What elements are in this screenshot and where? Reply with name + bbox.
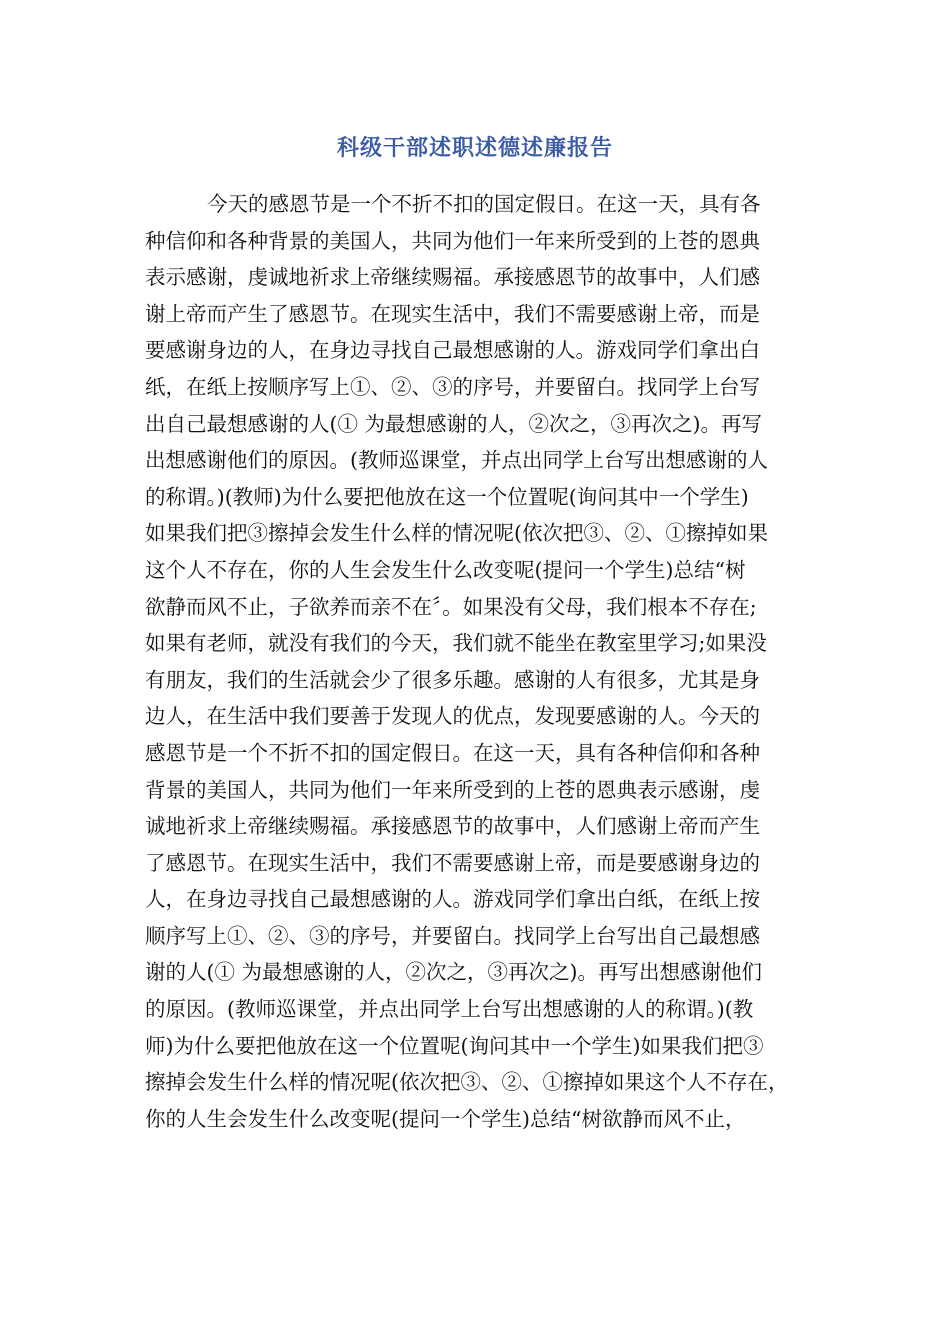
- body-line: 背景的美国人，共同为他们一年来所受到的上苍的恩典表示感谢，虔: [145, 777, 760, 802]
- body-line: 感恩节是一个不折不扣的国定假日。在这一天，具有各种信仰和各种: [145, 740, 760, 765]
- body-line: 擦掉会发生什么样的情况呢(依次把③、②、①擦掉如果这个人不存在，: [145, 1070, 789, 1095]
- body-line: 谢的人(① 为最想感谢的人，②次之，③再次之)。再写出想感谢他们: [145, 960, 763, 985]
- body-line: 欲静而风不止，子欲养而亲不在〞。如果没有父母，我们根本不存在;: [145, 594, 757, 619]
- body-line: 纸，在纸上按顺序写上①、②、③的序号，并要留白。找同学上台写: [145, 374, 760, 399]
- body-line: 顺序写上①、②、③的序号，并要留白。找同学上台写出自己最想感: [145, 923, 760, 948]
- body-line: 表示感谢，虔诚地祈求上帝继续赐福。承接感恩节的故事中，人们感: [145, 265, 760, 290]
- document-body: [145, 186, 813, 1137]
- body-line: 有朋友，我们的生活就会少了很多乐趣。感谢的人有很多，尤其是身: [145, 667, 760, 692]
- body-line: 出想感谢他们的原因。(教师巡课堂，并点出同学上台写出想感谢的人: [145, 448, 768, 473]
- body-line: 出自己最想感谢的人(① 为最想感谢的人，②次之，③再次之)。再写: [145, 411, 763, 436]
- body-line: 师)为什么要把他放在这一个位置呢(询问其中一个学生)如果我们把③: [145, 1033, 764, 1058]
- body-line: 了感恩节。在现实生活中，我们不需要感谢上帝，而是要感谢身边的: [145, 850, 760, 875]
- body-line: 如果有老师，就没有我们的今天，我们就不能坐在教室里学习;如果没: [145, 631, 767, 656]
- body-line: 今天的感恩节是一个不折不扣的国定假日。在这一天，具有各: [207, 192, 761, 216]
- body-line: 种信仰和各种背景的美国人，共同为他们一年来所受到的上苍的恩典: [145, 228, 760, 253]
- body-line: 的称谓。)(教师)为什么要把他放在这一个位置呢(询问其中一个学生): [145, 484, 749, 509]
- body-line: 这个人不存在，你的人生会发生什么改变呢(提问一个学生)总结“树: [145, 557, 746, 582]
- body-line: 谢上帝而产生了感恩节。在现实生活中，我们不需要感谢上帝，而是: [145, 301, 760, 326]
- body-line: 边人，在生活中我们要善于发现人的优点，发现要感谢的人。今天的: [145, 704, 760, 729]
- body-line: 人，在身边寻找自己最想感谢的人。游戏同学们拿出白纸，在纸上按: [145, 887, 760, 912]
- body-line: 你的人生会发生什么改变呢(提问一个学生)总结“树欲静而风不止，: [145, 1106, 746, 1131]
- document-title: 科级干部述职述德述廉报告: [336, 136, 613, 161]
- body-line: 如果我们把③擦掉会发生什么样的情况呢(依次把③、②、①擦掉如果: [145, 521, 768, 546]
- body-line: 的原因。(教师巡课堂，并点出同学上台写出想感谢的人的称谓。)(教: [145, 997, 754, 1022]
- body-line: 诚地祈求上帝继续赐福。承接感恩节的故事中，人们感谢上帝而产生: [145, 814, 760, 839]
- body-line: 要感谢身边的人，在身边寻找自己最想感谢的人。游戏同学们拿出白: [145, 338, 760, 363]
